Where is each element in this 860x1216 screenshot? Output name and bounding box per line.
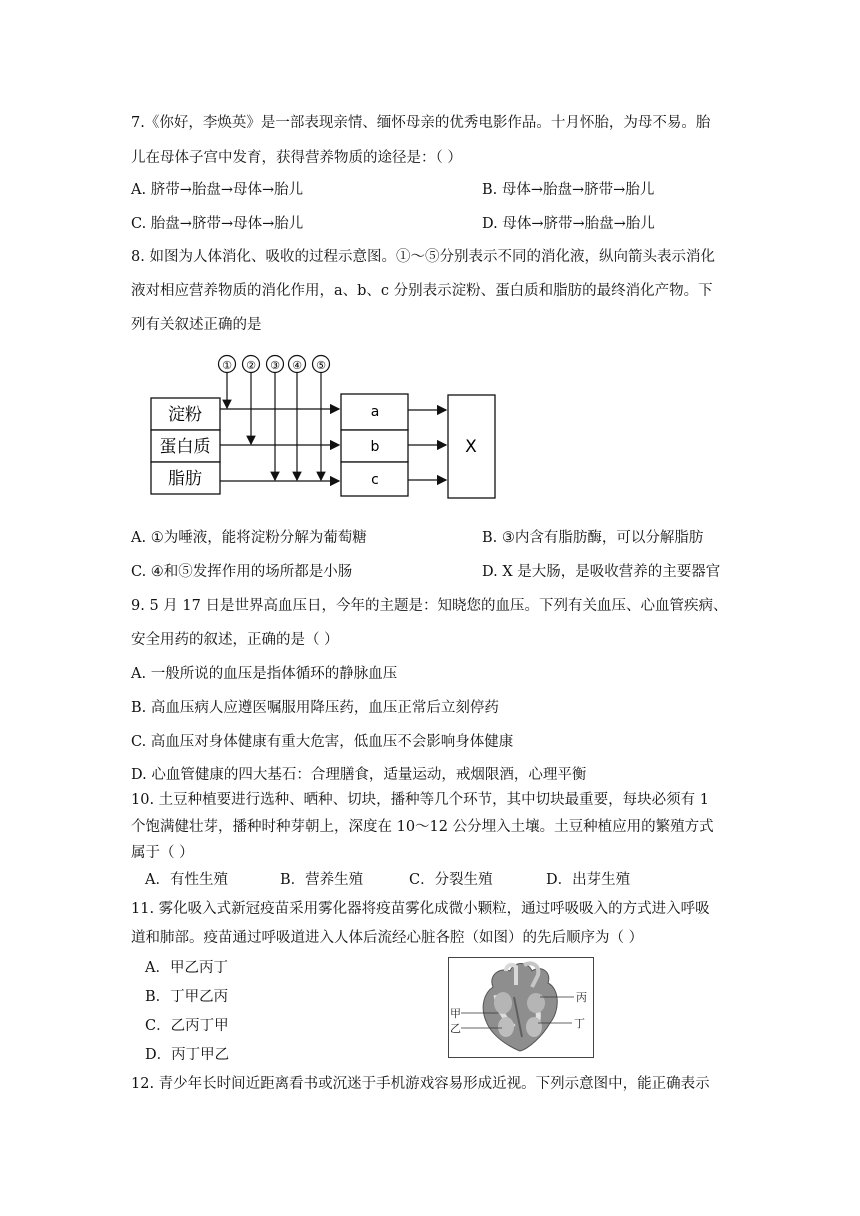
q8-option-a: A. ①为唾液，能将淀粉分解为葡萄糖	[131, 530, 367, 546]
svg-text:X: X	[465, 437, 477, 457]
svg-text:⑤: ⑤	[316, 359, 326, 372]
q8-stem-line2: 液对相应营养物质的消化作用，a、b、c 分别表示淀粉、蛋白质和脂肪的最终消化产物。下	[131, 283, 713, 299]
q7-option-b: B. 母体→胎盘→脐带→胎儿	[482, 182, 655, 198]
q8-stem-line1: 8. 如图为人体消化、吸收的过程示意图。①～⑤分别表示不同的消化液，纵向箭头表示消化	[131, 249, 715, 265]
q7-option-d: D. 母体→脐带→胎盘→胎儿	[482, 216, 655, 232]
juice-circle-1	[219, 356, 236, 373]
nutrient-box-fat	[151, 462, 220, 494]
svg-text:①: ①	[222, 359, 232, 372]
q10-stem-line3: 属于（ ）	[131, 845, 194, 861]
q10-stem-line2: 个饱满健壮芽，播种时种芽朝上，深度在 10～12 公分埋入土壤。土豆种植应用的繁殖方式	[131, 819, 714, 835]
svg-text:b: b	[370, 439, 380, 455]
q9-stem-line2: 安全用药的叙述，正确的是（ ）	[131, 632, 339, 648]
heart-label-ding: 丁	[574, 1017, 585, 1030]
svg-text:淀粉: 淀粉	[168, 405, 202, 425]
product-box-a	[341, 394, 408, 430]
q7-option-a: A. 脐带→胎盘→母体→胎儿	[131, 182, 304, 198]
q8-option-b: B. ③内含有脂肪酶，可以分解脂肪	[482, 530, 704, 546]
q11-option-a: A．甲乙丙丁	[145, 960, 228, 976]
svg-text:③: ③	[270, 359, 280, 372]
q7-stem-line1: 7.《你好，李焕英》是一部表现亲情、缅怀母亲的优秀电影作品。十月怀胎，为母不易。胎	[131, 115, 711, 131]
juice-circle-4	[289, 356, 306, 373]
q9-option-d: D. 心血管健康的四大基石：合理膳食，适量运动，戒烟限酒，心理平衡	[131, 767, 587, 783]
q9-stem-line1: 9. 5 月 17 日是世界高血压日，今年的主题是：知晓您的血压。下列有关血压、心血管疾病、	[131, 598, 728, 614]
svg-text:脂肪: 脂肪	[168, 469, 202, 489]
q10-option-c: C．分裂生殖	[409, 872, 493, 888]
q10-option-a: A．有性生殖	[145, 872, 228, 888]
q11-stem-line1: 11. 雾化吸入式新冠疫苗采用雾化器将疫苗雾化成微小颗粒，通过呼吸吸入的方式进入呼吸	[131, 901, 710, 917]
q10-stem-line1: 10. 土豆种植要进行选种、晒种、切块，播种等几个环节，其中切块最重要，每块必须有 1	[131, 792, 709, 808]
nutrient-box-protein	[151, 430, 220, 462]
svg-text:c: c	[371, 472, 379, 488]
q8-option-d: D. X 是大肠，是吸收营养的主要器官	[482, 564, 721, 580]
organ-x-box	[448, 395, 495, 498]
nutrient-box-starch	[151, 398, 220, 430]
digestion-diagram	[140, 348, 510, 508]
juice-circle-2	[243, 356, 260, 373]
q8-stem-line3: 列有关叙述正确的是	[131, 317, 262, 333]
q10-option-d: D．出芽生殖	[546, 872, 631, 888]
q7-stem-line2: 儿在母体子宫中发育，获得营养物质的途径是：（ ）	[131, 150, 462, 166]
q8-option-c: C. ④和⑤发挥作用的场所都是小肠	[131, 564, 353, 580]
q10-option-b: B．营养生殖	[280, 872, 364, 888]
q9-option-a: A. 一般所说的血压是指体循环的静脉血压	[131, 666, 398, 682]
heart-diagram	[448, 957, 594, 1058]
q11-stem-line2: 道和肺部。疫苗通过呼吸道进入人体后流经心脏各腔（如图）的先后顺序为（ ）	[131, 930, 644, 946]
q9-option-b: B. 高血压病人应遵医嘱服用降压药，血压正常后立刻停药	[131, 700, 499, 716]
q11-option-d: D．丙丁甲乙	[145, 1047, 230, 1063]
juice-circle-5	[313, 356, 330, 373]
svg-text:④: ④	[292, 359, 302, 372]
q11-option-b: B．丁甲乙丙	[145, 989, 229, 1005]
q12-stem-line1: 12. 青少年长时间近距离看书或沉迷于手机游戏容易形成近视。下列示意图中，能正确表示	[131, 1076, 710, 1092]
svg-text:a: a	[370, 404, 380, 420]
product-box-b	[341, 430, 408, 462]
heart-label-yi: 乙	[450, 1022, 461, 1035]
q9-option-c: C. 高血压对身体健康有重大危害，低血压不会影响身体健康	[131, 734, 514, 750]
q11-option-c: C．乙丙丁甲	[145, 1018, 229, 1034]
svg-text:蛋白质: 蛋白质	[159, 437, 211, 457]
q7-option-c: C. 胎盘→脐带→母体→胎儿	[131, 216, 304, 232]
svg-text:②: ②	[246, 359, 256, 372]
product-box-c	[341, 462, 408, 496]
heart-label-bing: 丙	[576, 991, 587, 1004]
heart-label-jia: 甲	[450, 1007, 461, 1020]
juice-circle-3	[267, 356, 284, 373]
